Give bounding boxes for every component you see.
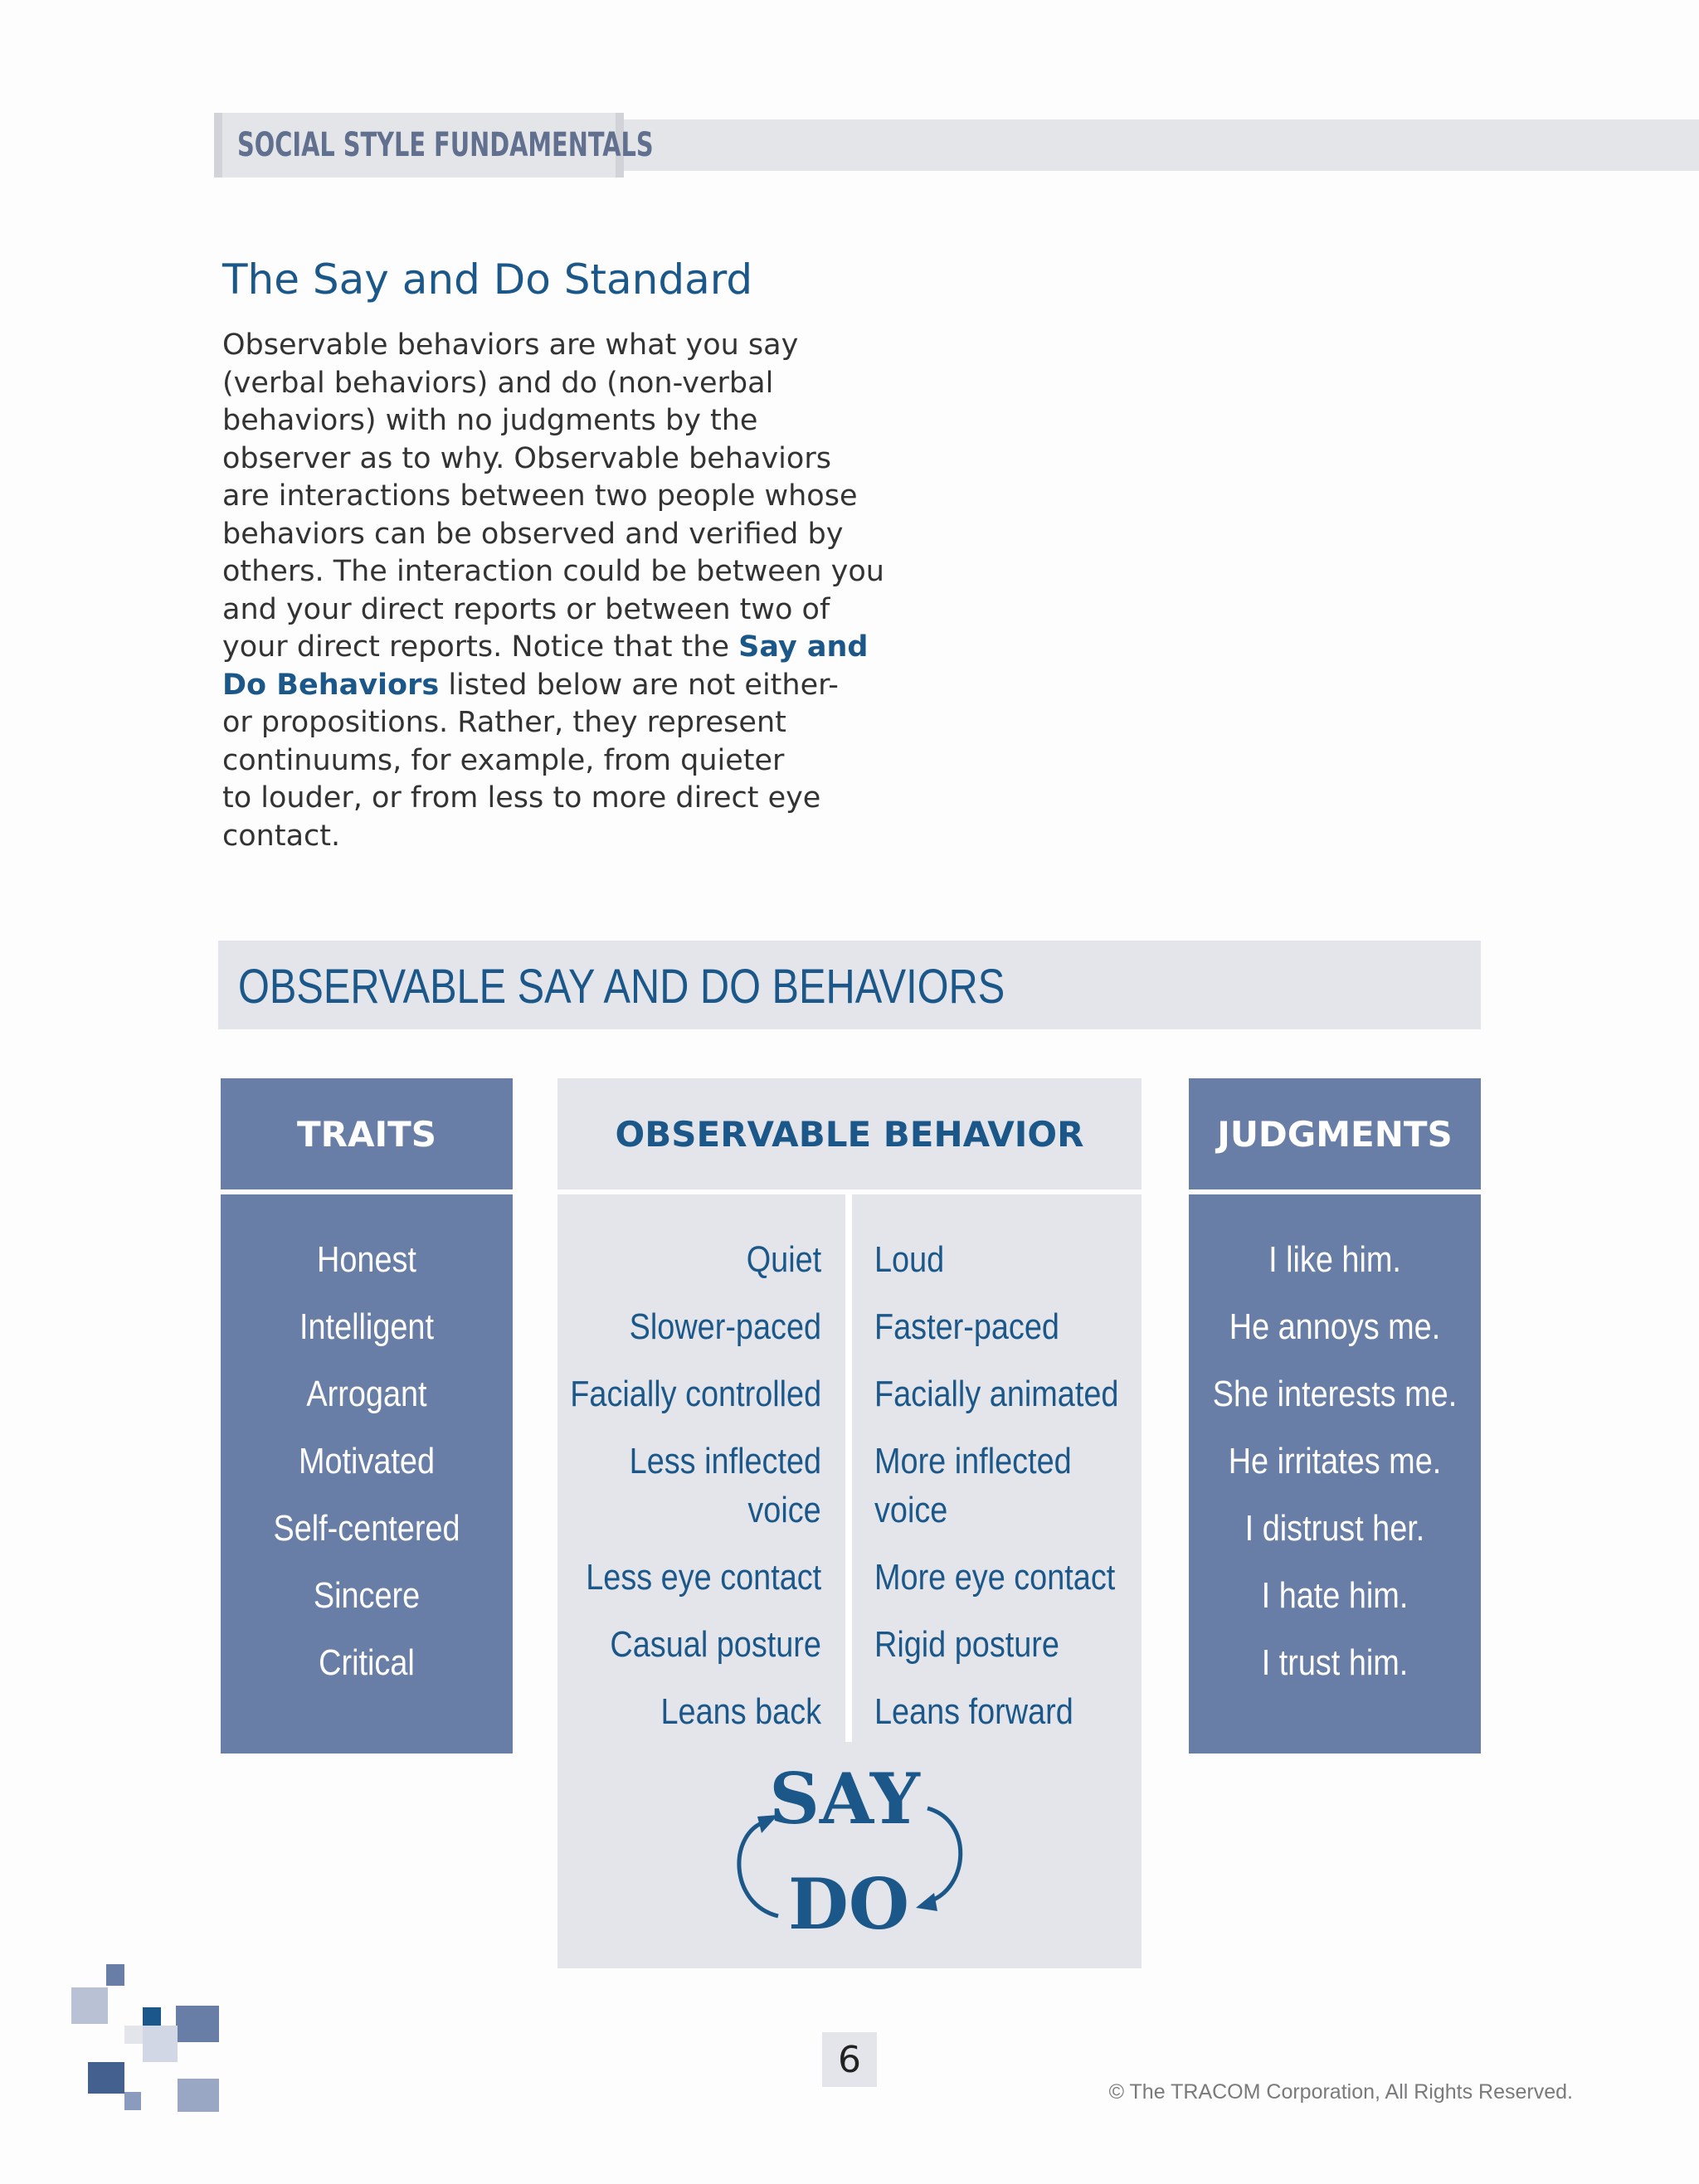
right-arrowhead [916,1893,937,1911]
decor-square [143,2007,161,2026]
behavior-left-item: Casual posture [610,1624,821,1665]
decor-square [178,2079,219,2112]
decor-square [106,1964,124,1986]
intro-line: behaviors can be observed and verified by [222,517,844,551]
judgment-item: I hate him. [1261,1575,1409,1616]
behavior-right-item: More inflected [874,1441,1072,1481]
traits-column [221,1194,513,1754]
do-label: DO [787,1863,910,1945]
judgment-item: She interests me. [1212,1374,1458,1414]
intro-line [222,667,853,705]
traits-header: TRAITS [221,1078,513,1189]
behavior-left-item: Slower-paced [629,1306,821,1347]
decor-square [71,1987,108,2024]
trait-item: Motivated [298,1441,436,1481]
decor-square [176,2006,219,2042]
trait-item: Arrogant [306,1374,427,1414]
trait-item: Self-centered [273,1508,460,1549]
trait-item: Critical [319,1642,415,1683]
trait-item: Sincere [313,1575,421,1616]
say-less-column [557,1194,821,1742]
judgment-item: I trust him. [1261,1642,1409,1683]
section-title: OBSERVABLE SAY AND DO BEHAVIORS [238,960,1005,1014]
behavior-divider [845,1194,852,1742]
decor-square [143,2026,178,2062]
behavior-right-item: Loud [874,1239,945,1280]
page-number: 6 [822,2032,877,2087]
judgment-item: I like him. [1268,1239,1401,1280]
say-more-column [874,1194,1142,1742]
section-header-label [214,113,654,178]
behavior-right-item: Facially animated [874,1374,1119,1414]
behavior-right-item: Leans forward [874,1691,1073,1732]
intro-text: listed below are not either- [439,668,839,702]
judgments-header: JUDGMENTS [1189,1078,1481,1189]
trait-item: Intelligent [299,1306,434,1347]
judgment-item: He irritates me. [1228,1441,1442,1481]
decor-square [124,2092,141,2110]
behavior-left-item: Less eye contact [586,1557,821,1598]
intro-line: behaviors) with no judgments by the [222,404,758,437]
intro-line: (verbal behaviors) and do (non-verbal [222,366,774,400]
behavior-left-item: Less inflected [629,1441,821,1481]
behavior-right-item: voice [874,1490,948,1530]
page-title: The Say and Do Standard [222,255,753,304]
intro-line: or propositions. Rather, they represent [222,706,786,739]
behavior-left-item: Leans back [660,1691,821,1732]
intro-line: Observable behaviors are what you say [222,328,799,362]
observable-behavior-header: OBSERVABLE BEHAVIOR [557,1078,1142,1189]
say-and-do-highlight: Do Behaviors [222,668,440,702]
intro-line: contact. [222,819,341,853]
behavior-right-item: Rigid posture [874,1624,1059,1665]
intro-line: others. The interaction could be between you [222,555,884,588]
behavior-right-item: Faster-paced [874,1306,1059,1347]
decor-square [124,2026,143,2044]
behavior-left-item: Facially controlled [570,1374,821,1414]
intro-line: and your direct reports or between two of [222,592,830,626]
intro-paragraph [222,327,884,855]
behavior-left-item: Quiet [746,1239,821,1280]
behavior-right-item: More eye contact [874,1557,1116,1598]
judgment-item: He annoys me. [1229,1306,1441,1347]
intro-line: continuums, for example, from quieter [222,743,785,777]
behavior-left-item: voice [747,1490,821,1530]
judgments-column [1189,1194,1481,1754]
right-cycle-arrow [927,1808,961,1901]
intro-line: to louder, or from less to more direct eye [222,781,821,815]
intro-line: observer as to why. Observable behaviors [222,441,831,475]
intro-text: your direct reports. Notice that the [222,630,739,664]
intro-line [222,629,869,667]
section-header-text: SOCIAL STYLE FUNDAMENTALS [237,126,654,164]
decor-square [88,2062,124,2094]
judgment-item: I distrust her. [1244,1508,1425,1549]
say-and-do-highlight: Say and [738,630,869,664]
trait-item: Honest [317,1239,416,1280]
intro-line: are interactions between two people whose [222,479,858,513]
say-do-cycle-graphic [720,1758,977,1949]
say-label: SAY [769,1758,920,1840]
copyright-notice: © The TRACOM Corporation, All Rights Reserved. [1108,2080,1573,2104]
